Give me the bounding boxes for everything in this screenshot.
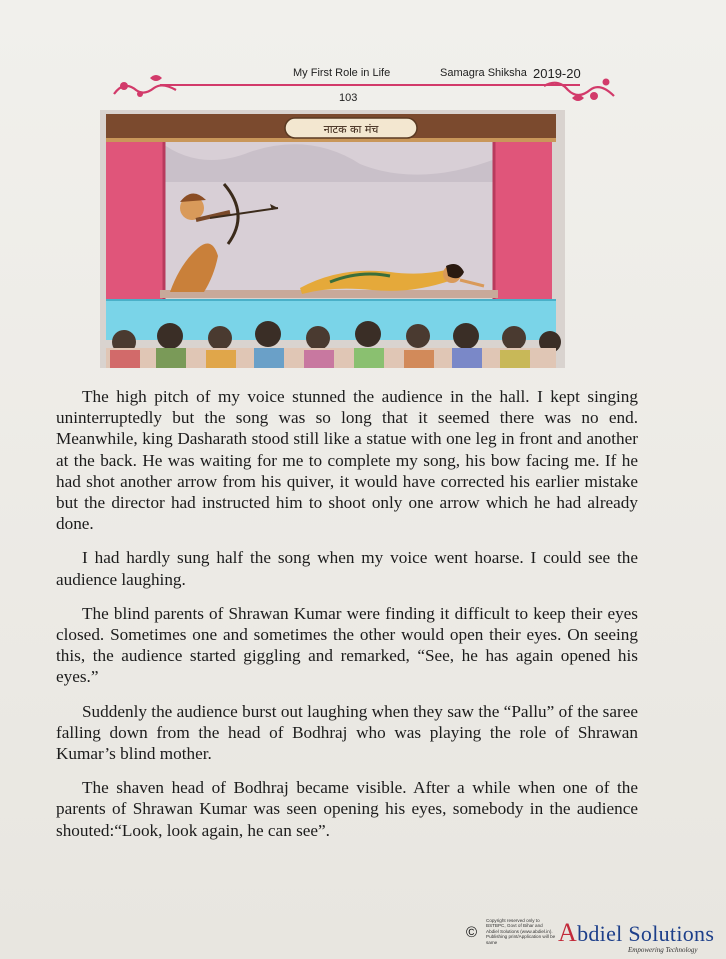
right-curtain	[494, 142, 552, 300]
paragraph: I had hardly sung half the song when my voice went hoarse. I could see the audience laughing.	[56, 548, 638, 589]
publisher-watermark	[466, 916, 724, 956]
year-label: 2019-20	[533, 66, 581, 81]
paragraph: The blind parents of Shrawan Kumar were finding it difficult to keep their eyes closed. Sometimes one and sometimes the other would open their eyes. On seeing this, the audience started giggling and remarked, “See, he has again opened his eyes.”	[56, 603, 638, 687]
brand-logo: Abdiel Solutions	[558, 918, 715, 947]
copyright-note: Copyright reserved only to BSTBPC, Govt of Bihar and Abdiel Solutions (www.abdiel.in). Publishing print/Application will be same	[486, 918, 556, 945]
story-text	[56, 386, 638, 854]
header-rule	[160, 84, 580, 86]
stage-illustration	[100, 110, 565, 368]
series-name: Samagra Shiksha	[440, 67, 527, 79]
chapter-title: My First Role in Life	[293, 67, 391, 79]
paragraph: The high pitch of my voice stunned the audience in the hall. I kept singing uninterruptedly but the song was so long that it seemed there was no end. Meanwhile, king Dasharath stood still like a statue with one leg in front and another at the back. He was waiting for me to complete my song, his bow facing me. If he had shot another arrow from his quiver, it would have corrected his earlier mistake but the director had instructed him to shoot only one arrow which he had already done.	[56, 387, 638, 534]
brand-tagline: Empowering Technology	[628, 946, 698, 954]
page-number: 103	[339, 92, 358, 104]
left-flourish-icon	[110, 70, 180, 104]
stage-sign-text: नाटक का मंच	[323, 123, 379, 136]
left-curtain	[106, 142, 164, 300]
running-header	[100, 62, 620, 102]
copyright-icon: ©	[466, 924, 478, 941]
paragraph: Suddenly the audience burst out laughing when they saw the “Pallu” of the saree falling down from the head of Bodhraj who was playing the role of Shrawan Kumar’s blind mother.	[56, 701, 638, 764]
paragraph: The shaven head of Bodhraj became visible. After a while when one of the parents of Shrawan Kumar was seen opening his eyes, somebody in the audience shouted:“Look, look again, he can see”.	[56, 778, 638, 840]
